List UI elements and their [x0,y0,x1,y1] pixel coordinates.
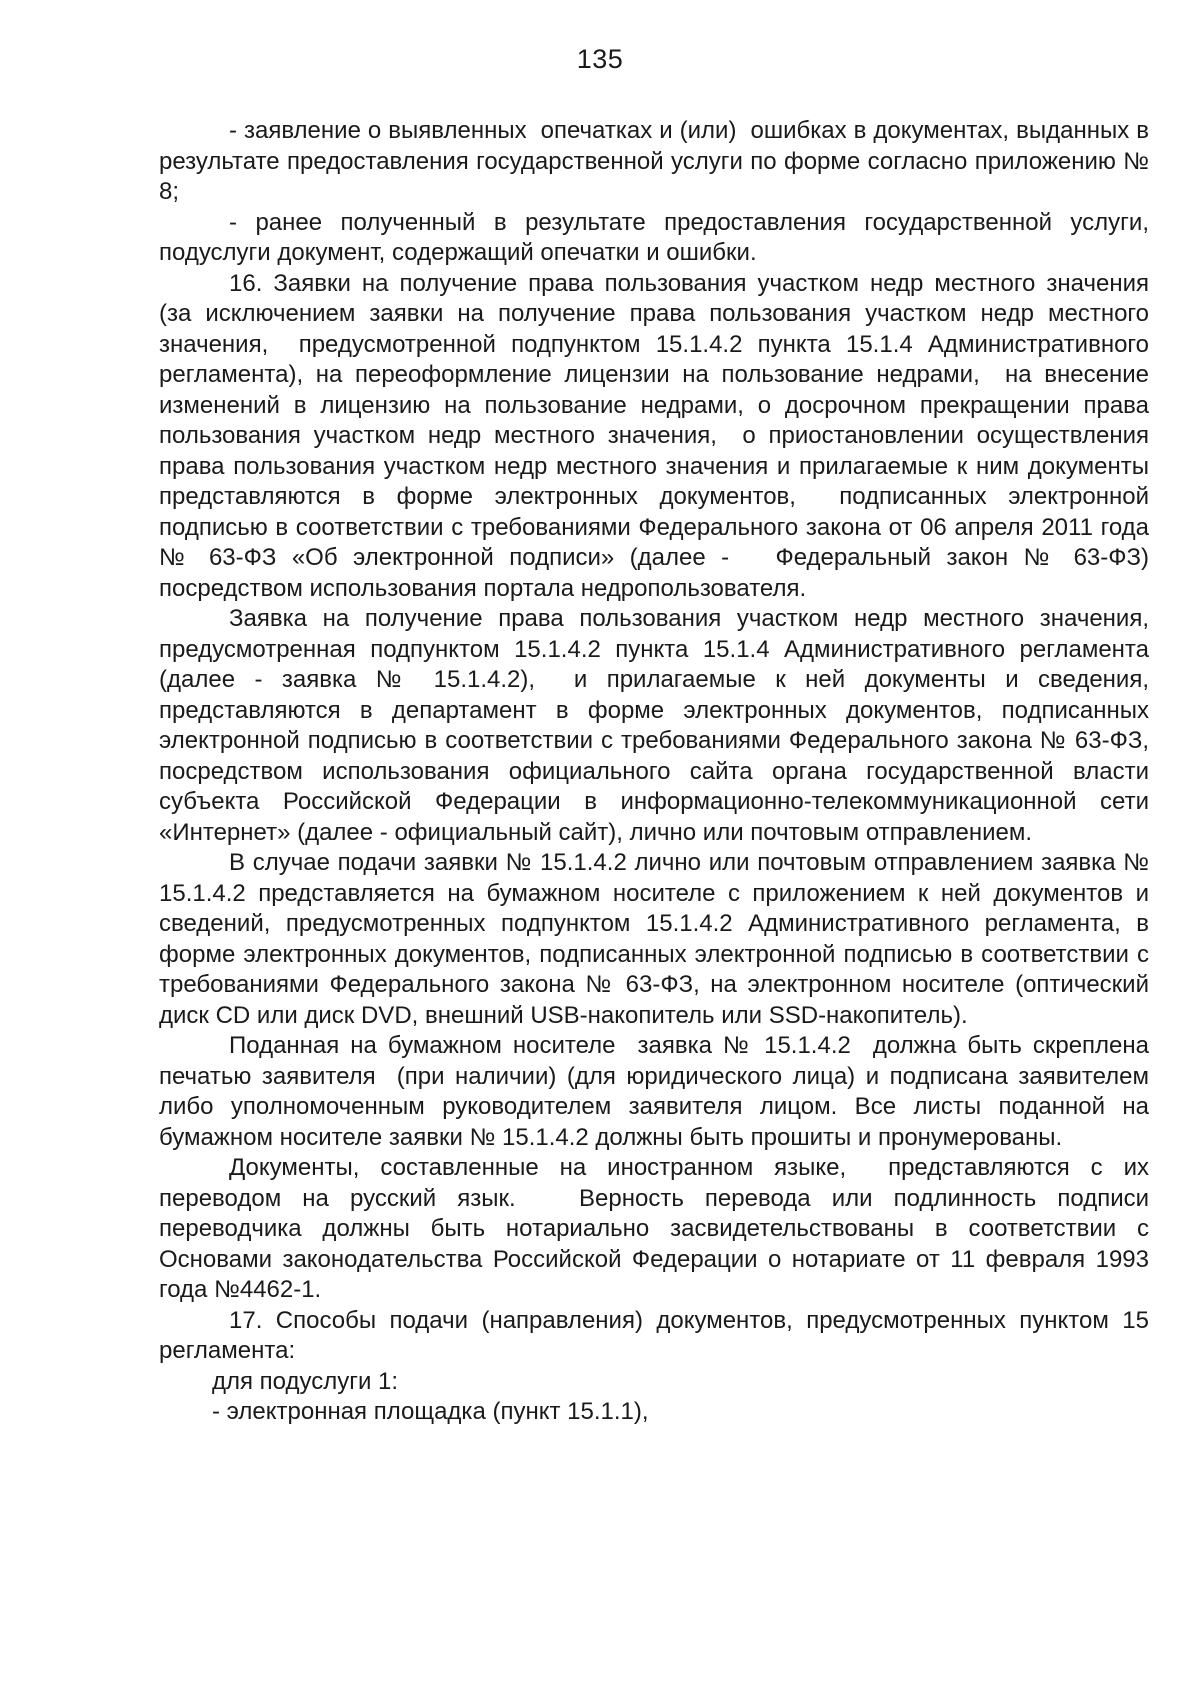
paragraph: В случае подачи заявки № 15.1.4.2 лично или почтовым отправлением заявка № 15.1.4.2 представляется на бумажном носителе с приложением к ней документов и сведений, предусмотренных подпунктом 15.1.4.2 Административного регламента, в форме электронных документов, подписанных электронной подписью в соответствии с требованиями Федерального закона № 63-ФЗ, на электронном носителе (оптический диск CD или диск DVD, внешний USB-накопитель или SSD-накопитель). [159,849,1156,1029]
paragraph: Документы, составленные на иностранном языке, представляются с их переводом на русский язык. Верность перевода или подлинность подписи переводчика должны быть нотариально засвидетельствованы в соответствии с Основами законодательства Российской Федерации о нотариате от 11 февраля 1993 года №4462-1. [159,1154,1156,1303]
paragraph: - заявление о выявленных опечатках и (или) ошибках в документах, выданных в результате предоставления государственной услуги по форме согласно приложению № 8; [159,117,1156,205]
paragraph: Заявка на получение права пользования участком недр местного значения, предусмотренная подпунктом 15.1.4.2 пункта 15.1.4 Административного регламента (далее - заявка № 15.1.4.2), и прилагаемые к ней документы и сведения, представляются в департамент в форме электронных документов, подписанных электронной подписью в соответствии с требованиями Федерального закона № 63-ФЗ, посредством использования официального сайта органа государственной власти субъекта Российской Федерации в информационно-телекоммуникационной сети «Интернет» (далее - официальный сайт), лично или почтовым отправлением. [159,605,1170,846]
paragraph: - ранее полученный в результате предоставления государственной услуги, подуслуги документ, содержащий опечатки и ошибки. [159,208,1156,266]
paragraph: Поданная на бумажном носителе заявка № 15.1.4.2 должна быть скреплена печатью заявителя (при наличии) (для юридического лица) и подписана заявителем либо уполномоченным руководителем заявителя лицом. Все листы поданной на бумажном носителе заявки № 15.1.4.2 должны быть прошиты и пронумерованы. [159,1032,1156,1151]
paragraph: 17. Способы подачи (направления) документов, предусмотренных пунктом 15 регламента: [159,1306,1156,1364]
page-number: 135 [576,44,624,74]
list-item: - электронная площадка (пункт 15.1.1), [212,1398,649,1425]
document-body [159,116,1170,1428]
sub-label: для подуслуги 1: [212,1367,399,1395]
paragraph: 16. Заявки на получение права пользования участком недр местного значения (за исключением заявки на получение права пользования участком недр местного значения, предусмотренной подпунктом 15.1.4.2 пункта 15.1.4 Административного регламента), на переоформление лицензии на пользование недрами, на внесение изменений в лицензию на пользование недрами, о досрочном прекращении права пользования участком недр местного значения, о приостановлении осуществления права пользования участком недр местного значения и прилагаемые к ним документы представляются в форме электронных документов, подписанных электронной подписью в соответствии с требованиями Федерального закона от 06 апреля 2011 года № 63-ФЗ «Об электронной подписи» (далее - Федеральный закон № 63-ФЗ) посредством использования портала недропользователя. [159,269,1156,602]
